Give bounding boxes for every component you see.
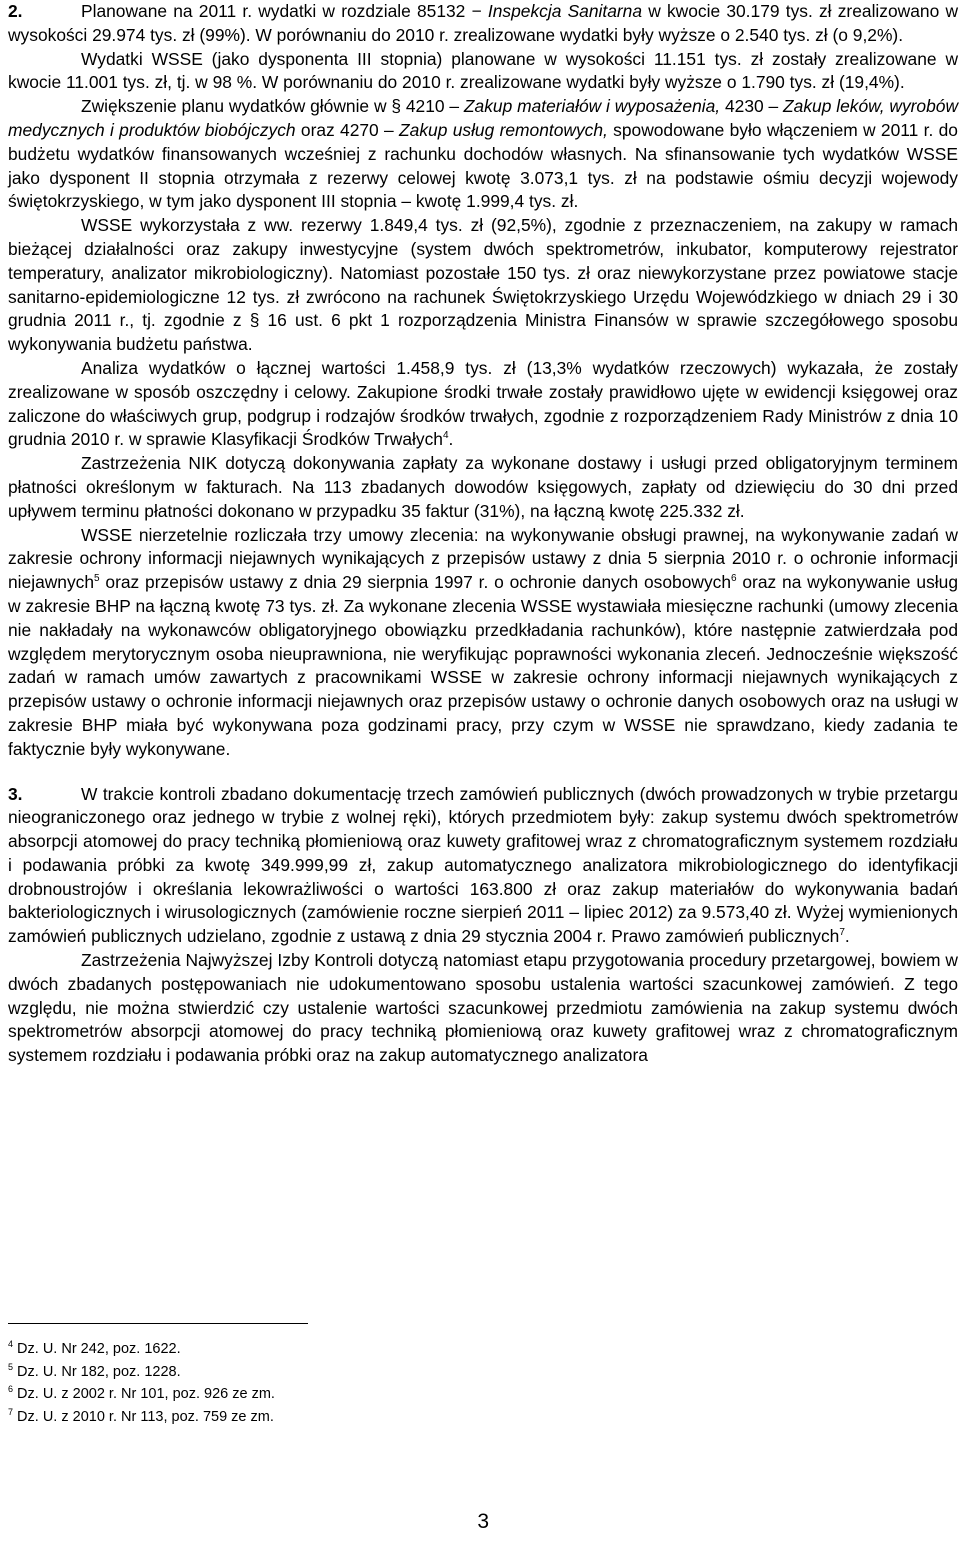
emphasis-text: Zakup usług remontowych, [399, 119, 608, 140]
text-run: . [844, 926, 850, 947]
footnote-ref[interactable]: 7 [839, 927, 845, 939]
text-run: w kwocie 30.179 tys. zł zrealizowano w wysokości 29.974 tys. zł (99%). W porównaniu do 2010 r. zrealizowane wydatki były wyższe o 2.540 tys. zł (o 9,2%). [8, 1, 958, 45]
footnote-ref[interactable]: 4 [442, 430, 449, 442]
footnote-text: Dz. U. Nr 182, poz. 1228. [13, 1363, 181, 1380]
text-run: WSSE nierzetelnie rozliczała trzy umowy zlecenia: na wykonywanie obsługi prawnej, na wykonywanie zadań w zakresie ochrony informacji niejawnych wynikających z przepisów ustawy z dnia 5 sierpnia 2010 r. o ochronie informacji niejawnych [8, 524, 958, 593]
emphasis-text: Zakup leków, wyrobów medycznych i produktów biobójczych [8, 96, 959, 140]
section-number: 2. [8, 1, 23, 21]
footnote-ref[interactable]: 5 [94, 573, 100, 585]
text-run: Zwiększenie planu wydatków głównie w § 4210 – [81, 96, 464, 117]
footnote-number: 7 [8, 1406, 14, 1417]
page-number-wrap [0, 1510, 960, 1534]
paragraph [8, 524, 958, 762]
footnote [8, 1406, 275, 1429]
document-page [8, 0, 958, 1068]
footnote [8, 1338, 275, 1361]
footnote-text: Dz. U. z 2002 r. Nr 101, poz. 926 ze zm. [13, 1386, 275, 1402]
paragraph: Zastrzeżenia NIK dotyczą dokonywania zapłaty za wykonane dostawy i usługi przed obligatoryjnym terminem płatności określonym w fakturach. Na 113 zbadanych dowodów księgowych, zapłaty od dziewięciu do 30 dni przed upływem terminu płatności dokonano w przypadku 35 faktur (31%), na łączną kwotę 225.332 zł. [8, 453, 958, 521]
footnote [8, 1383, 275, 1406]
footnote-number: 6 [8, 1384, 14, 1395]
section-number: 3. [8, 783, 23, 804]
text-run: oraz przepisów ustawy z dnia 29 sierpnia 1997 r. o ochronie danych osobowych [99, 572, 732, 593]
paragraph-gap [8, 762, 958, 783]
paragraph [8, 95, 958, 214]
section-3-intro [8, 783, 958, 950]
paragraph: WSSE wykorzystała z ww. rezerwy 1.849,4 tys. zł (92,5%), zgodnie z przeznaczeniem, na zakupy w ramach bieżącej działalności oraz zakupy inwestycyjne (system dwóch spektrometrów, inkubator, komputerowy rejestrator temperatury, analizator mikrobiologiczny). Natomiast pozostałe 150 tys. zł oraz niewykorzystane przez powiatowe stacje sanitarno-epidemiologiczne 12 tys. zł zwrócono na rachunek Świętokrzyskiego Urzędu Wojewódzkiego w dniach 29 i 30 grudnia 2011 r., tj. zgodnie z § 16 ust. 6 pkt 1 rozporządzenia Ministra Finansów w sprawie szczegółowego sposobu wykonywania budżetu państwa. [8, 215, 958, 355]
text-run: 4230 – [720, 96, 784, 117]
footnote-text: Dz. U. z 2010 r. Nr 113, poz. 759 ze zm. [13, 1408, 274, 1425]
text-run: Planowane na 2011 r. wydatki w rozdziale 85132 − [81, 1, 488, 21]
text-run: oraz 4270 – [295, 119, 400, 140]
footnote-text: Dz. U. Nr 242, poz. 1622. [13, 1341, 181, 1357]
text-run: . [448, 429, 454, 450]
footnote [8, 1361, 275, 1384]
paragraph [8, 357, 958, 452]
text-run: oraz na wykonywanie usług w zakresie BHP na łączną kwotę 73 tys. zł. Za wykonane zlecenia WSSE wystawiała miesięczne rachunki (umowy zlecenia nie nakładały na wykonawców obligatoryjnego obowiązku przedkładania rachunków), które następnie zatwierdzała pod względem merytorycznym osoba nieuprawniona, nie weryfikując poprawności wykonania zleceń. Jednocześnie większość zadań w ramach umów zawartych z pracownikami WSSE w zakresie ochrony informacji niejawnych wynikających z przepisów ustawy o ochronie informacji niejawnych oraz przepisów ustawy o ochronie danych osobowych oraz na usługi w zakresie BHP miała być wykonywana poza godzinami pracy, przy czym w WSSE nie sprawdzano, kiedy zadania te faktycznie były wykonywane. [8, 572, 958, 759]
paragraph: Zastrzeżenia Najwyższej Izby Kontroli dotyczą natomiast etapu przygotowania procedury przetargowej, bowiem w dwóch zbadanych postępowaniach nie udokumentowano sposobu ustalenia wartości szacunkowej zamówień. Z tego względu, nie można stwierdzić czy ustalenie wartości szacunkowej przedmiotu zamówienia na zakup systemu dwóch spektrometrów absorpcji atomowej do pracy techniką płomieniową oraz kuwety grafitowej wraz z chromatograficznym systemem rozdziału i podawania próbki oraz na zakup automatycznego analizatora [8, 950, 958, 1066]
text-run: spowodowane było włączeniem w 2011 r. do budżetu wydatków finansowanych wcześniej z rachunku dochodów własnych. Na sfinansowanie tych wydatków WSSE jako dysponent II stopnia otrzymała z rezerwy celowej kwotę 3.073,1 tys. zł na podstawie ośmiu decyzji wojewody świętokrzyskiego, w tym jako dysponent III stopnia – kwotę 1.999,4 tys. zł. [8, 119, 958, 212]
emphasis-text: Zakup materiałów i wyposażenia, [463, 96, 721, 117]
section-2-intro [8, 0, 958, 48]
text-run: Analiza wydatków o łącznej wartości 1.458,9 tys. zł (13,3% wydatków rzeczowych) wykazała, że zostały zrealizowane w sposób oszczędny i celowy. Zakupione środki trwałe zostały prawidłowo ujęte w ewidencji księgowej oraz zaliczone do właściwych grup, podgrup i rodzajów środków trwałych, zgodnie z rozporządzeniem Rady Ministrów z dnia 10 grudnia 2010 r. w sprawie Klasyfikacji Środków Trwałych [8, 357, 958, 450]
emphasis-text: Inspekcja Sanitarna [487, 1, 643, 21]
footnote-separator [8, 1323, 308, 1324]
footnote-number: 5 [8, 1361, 14, 1372]
footnotes [8, 1338, 275, 1428]
footnote-number: 4 [8, 1339, 14, 1350]
page-number: 3 [477, 1510, 489, 1533]
footnote-ref[interactable]: 6 [731, 573, 737, 585]
text-run: W trakcie kontroli zbadano dokumentację trzech zamówień publicznych (dwóch prowadzonych w trybie przetargu nieograniczonego oraz jednego w trybie z wolnej ręki), których przedmiotem były: zakup systemu dwóch spektrometrów absorpcji atomowej do pracy techniką płomieniową oraz kuwety grafitowej wraz z chromatograficznym systemem rozdziału i podawania próbki za kwotę 349.999,99 zł, zakup automatycznego analizatora mikrobiologicznego do identyfikacji drobnoustrojów i określania lekowrażliwości o wartości 163.800 zł oraz zakup materiałów do wykonywania badań bakteriologicznych i wirusologicznych (zamówienie roczne sierpień 2011 – lipiec 2012) za 9.573,40 zł. Wyżej wymienionych zamówień publicznych udzielano, zgodnie z ustawą z dnia 29 stycznia 2004 r. Prawo zamówień publicznych [8, 783, 958, 947]
paragraph: Wydatki WSSE (jako dysponenta III stopnia) planowane w wysokości 11.151 tys. zł zostały zrealizowane w kwocie 11.001 tys. zł, tj. w 98 %. W porównaniu do 2010 r. zrealizowane wydatki były wyższe o 1.790 tys. zł (19,4%). [8, 48, 958, 93]
